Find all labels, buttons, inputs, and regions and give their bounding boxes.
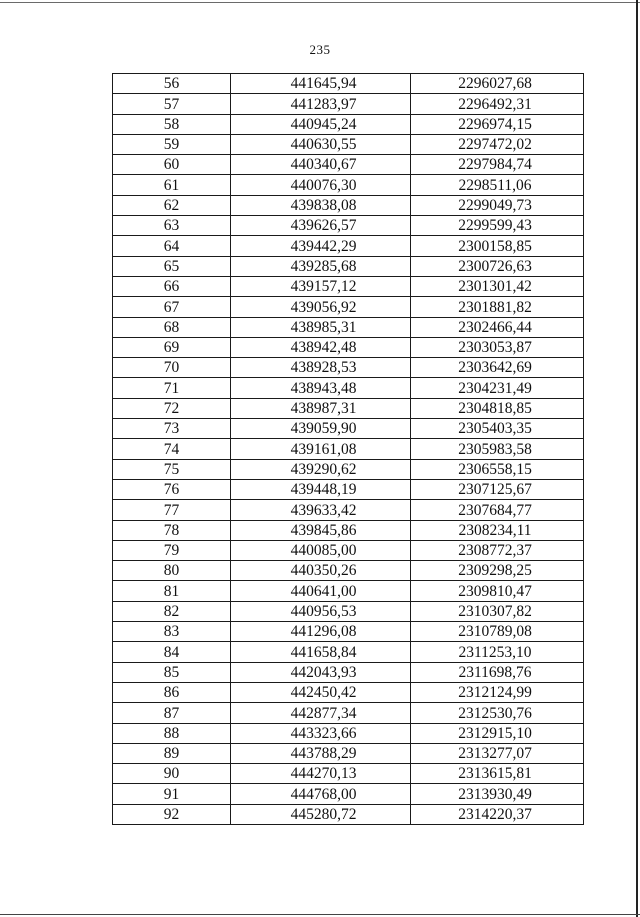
x-coordinate-cell: 439845,86	[231, 520, 411, 540]
point-number-cell: 79	[113, 540, 231, 560]
x-coordinate-cell: 440956,53	[231, 601, 411, 621]
y-coordinate-cell: 2298511,06	[411, 175, 584, 195]
y-coordinate-cell: 2314220,37	[411, 804, 584, 824]
y-coordinate-cell: 2313615,81	[411, 764, 584, 784]
x-coordinate-cell: 440630,55	[231, 134, 411, 154]
y-coordinate-cell: 2304818,85	[411, 398, 584, 418]
point-number-cell: 90	[113, 764, 231, 784]
y-coordinate-cell: 2303053,87	[411, 337, 584, 357]
table-row	[113, 114, 584, 134]
table-row	[113, 804, 584, 824]
scan-edge-right	[636, 0, 638, 917]
x-coordinate-cell: 439626,57	[231, 216, 411, 236]
table-row	[113, 682, 584, 702]
point-number-cell: 78	[113, 520, 231, 540]
table-row	[113, 155, 584, 175]
table-row	[113, 236, 584, 256]
y-coordinate-cell: 2300158,85	[411, 236, 584, 256]
point-number-cell: 67	[113, 297, 231, 317]
y-coordinate-cell: 2300726,63	[411, 256, 584, 276]
point-number-cell: 77	[113, 500, 231, 520]
table-row	[113, 358, 584, 378]
x-coordinate-cell: 438943,48	[231, 378, 411, 398]
y-coordinate-cell: 2305983,58	[411, 439, 584, 459]
point-number-cell: 80	[113, 561, 231, 581]
point-number-cell: 61	[113, 175, 231, 195]
point-number-cell: 75	[113, 459, 231, 479]
table-row	[113, 642, 584, 662]
table-row	[113, 764, 584, 784]
scan-edge-top	[0, 2, 640, 3]
point-number-cell: 84	[113, 642, 231, 662]
y-coordinate-cell: 2304231,49	[411, 378, 584, 398]
x-coordinate-cell: 439056,92	[231, 297, 411, 317]
point-number-cell: 65	[113, 256, 231, 276]
point-number-cell: 82	[113, 601, 231, 621]
coordinates-table-body	[113, 74, 584, 825]
point-number-cell: 85	[113, 662, 231, 682]
x-coordinate-cell: 442043,93	[231, 662, 411, 682]
y-coordinate-cell: 2297472,02	[411, 134, 584, 154]
x-coordinate-cell: 439157,12	[231, 276, 411, 296]
table-row	[113, 601, 584, 621]
x-coordinate-cell: 442877,34	[231, 703, 411, 723]
point-number-cell: 71	[113, 378, 231, 398]
point-number-cell: 62	[113, 195, 231, 215]
y-coordinate-cell: 2309298,25	[411, 561, 584, 581]
y-coordinate-cell: 2308772,37	[411, 540, 584, 560]
table-row	[113, 175, 584, 195]
point-number-cell: 63	[113, 216, 231, 236]
point-number-cell: 60	[113, 155, 231, 175]
y-coordinate-cell: 2310307,82	[411, 601, 584, 621]
table-row	[113, 439, 584, 459]
table-row	[113, 622, 584, 642]
y-coordinate-cell: 2299049,73	[411, 195, 584, 215]
x-coordinate-cell: 438942,48	[231, 337, 411, 357]
table-row	[113, 134, 584, 154]
point-number-cell: 72	[113, 398, 231, 418]
table-row	[113, 317, 584, 337]
table-row	[113, 662, 584, 682]
table-row	[113, 540, 584, 560]
point-number-cell: 89	[113, 743, 231, 763]
y-coordinate-cell: 2297984,74	[411, 155, 584, 175]
x-coordinate-cell: 441658,84	[231, 642, 411, 662]
x-coordinate-cell: 443788,29	[231, 743, 411, 763]
point-number-cell: 86	[113, 682, 231, 702]
table-row	[113, 520, 584, 540]
x-coordinate-cell: 439161,08	[231, 439, 411, 459]
y-coordinate-cell: 2312124,99	[411, 682, 584, 702]
table-row	[113, 419, 584, 439]
table-row	[113, 216, 584, 236]
table-row	[113, 703, 584, 723]
y-coordinate-cell: 2302466,44	[411, 317, 584, 337]
table-row	[113, 581, 584, 601]
table-row	[113, 195, 584, 215]
point-number-cell: 81	[113, 581, 231, 601]
x-coordinate-cell: 443323,66	[231, 723, 411, 743]
y-coordinate-cell: 2312915,10	[411, 723, 584, 743]
point-number-cell: 66	[113, 276, 231, 296]
y-coordinate-cell: 2313277,07	[411, 743, 584, 763]
point-number-cell: 69	[113, 337, 231, 357]
x-coordinate-cell: 442450,42	[231, 682, 411, 702]
table-row	[113, 561, 584, 581]
point-number-cell: 88	[113, 723, 231, 743]
table-row	[113, 276, 584, 296]
x-coordinate-cell: 439059,90	[231, 419, 411, 439]
x-coordinate-cell: 440085,00	[231, 540, 411, 560]
point-number-cell: 91	[113, 784, 231, 804]
table-row	[113, 743, 584, 763]
table-row	[113, 500, 584, 520]
point-number-cell: 70	[113, 358, 231, 378]
table-row	[113, 784, 584, 804]
point-number-cell: 68	[113, 317, 231, 337]
point-number-cell: 73	[113, 419, 231, 439]
point-number-cell: 74	[113, 439, 231, 459]
y-coordinate-cell: 2303642,69	[411, 358, 584, 378]
table-row	[113, 94, 584, 114]
table-row	[113, 398, 584, 418]
point-number-cell: 92	[113, 804, 231, 824]
x-coordinate-cell: 439285,68	[231, 256, 411, 276]
x-coordinate-cell: 445280,72	[231, 804, 411, 824]
x-coordinate-cell: 440641,00	[231, 581, 411, 601]
point-number-cell: 83	[113, 622, 231, 642]
table-row	[113, 297, 584, 317]
table-row	[113, 459, 584, 479]
point-number-cell: 57	[113, 94, 231, 114]
y-coordinate-cell: 2312530,76	[411, 703, 584, 723]
x-coordinate-cell: 438985,31	[231, 317, 411, 337]
y-coordinate-cell: 2301881,82	[411, 297, 584, 317]
x-coordinate-cell: 440340,67	[231, 155, 411, 175]
x-coordinate-cell: 439448,19	[231, 479, 411, 499]
point-number-cell: 58	[113, 114, 231, 134]
y-coordinate-cell: 2301301,42	[411, 276, 584, 296]
y-coordinate-cell: 2296027,68	[411, 74, 584, 94]
table-row	[113, 74, 584, 94]
x-coordinate-cell: 438928,53	[231, 358, 411, 378]
x-coordinate-cell: 438987,31	[231, 398, 411, 418]
scan-edge-bottom	[0, 914, 640, 915]
point-number-cell: 56	[113, 74, 231, 94]
y-coordinate-cell: 2309810,47	[411, 581, 584, 601]
table-row	[113, 337, 584, 357]
y-coordinate-cell: 2311698,76	[411, 662, 584, 682]
table-row	[113, 256, 584, 276]
x-coordinate-cell: 439838,08	[231, 195, 411, 215]
point-number-cell: 87	[113, 703, 231, 723]
point-number-cell: 64	[113, 236, 231, 256]
x-coordinate-cell: 439442,29	[231, 236, 411, 256]
y-coordinate-cell: 2296974,15	[411, 114, 584, 134]
table-row	[113, 479, 584, 499]
x-coordinate-cell: 439290,62	[231, 459, 411, 479]
point-number-cell: 59	[113, 134, 231, 154]
y-coordinate-cell: 2307684,77	[411, 500, 584, 520]
y-coordinate-cell: 2310789,08	[411, 622, 584, 642]
x-coordinate-cell: 441645,94	[231, 74, 411, 94]
x-coordinate-cell: 439633,42	[231, 500, 411, 520]
x-coordinate-cell: 441296,08	[231, 622, 411, 642]
y-coordinate-cell: 2307125,67	[411, 479, 584, 499]
table-row	[113, 723, 584, 743]
y-coordinate-cell: 2311253,10	[411, 642, 584, 662]
y-coordinate-cell: 2308234,11	[411, 520, 584, 540]
table-row	[113, 378, 584, 398]
y-coordinate-cell: 2299599,43	[411, 216, 584, 236]
x-coordinate-cell: 441283,97	[231, 94, 411, 114]
x-coordinate-cell: 440945,24	[231, 114, 411, 134]
x-coordinate-cell: 440350,26	[231, 561, 411, 581]
point-number-cell: 76	[113, 479, 231, 499]
y-coordinate-cell: 2305403,35	[411, 419, 584, 439]
y-coordinate-cell: 2296492,31	[411, 94, 584, 114]
coordinates-table	[112, 73, 584, 825]
page-number: 235	[309, 42, 331, 57]
x-coordinate-cell: 444768,00	[231, 784, 411, 804]
y-coordinate-cell: 2306558,15	[411, 459, 584, 479]
y-coordinate-cell: 2313930,49	[411, 784, 584, 804]
x-coordinate-cell: 444270,13	[231, 764, 411, 784]
x-coordinate-cell: 440076,30	[231, 175, 411, 195]
